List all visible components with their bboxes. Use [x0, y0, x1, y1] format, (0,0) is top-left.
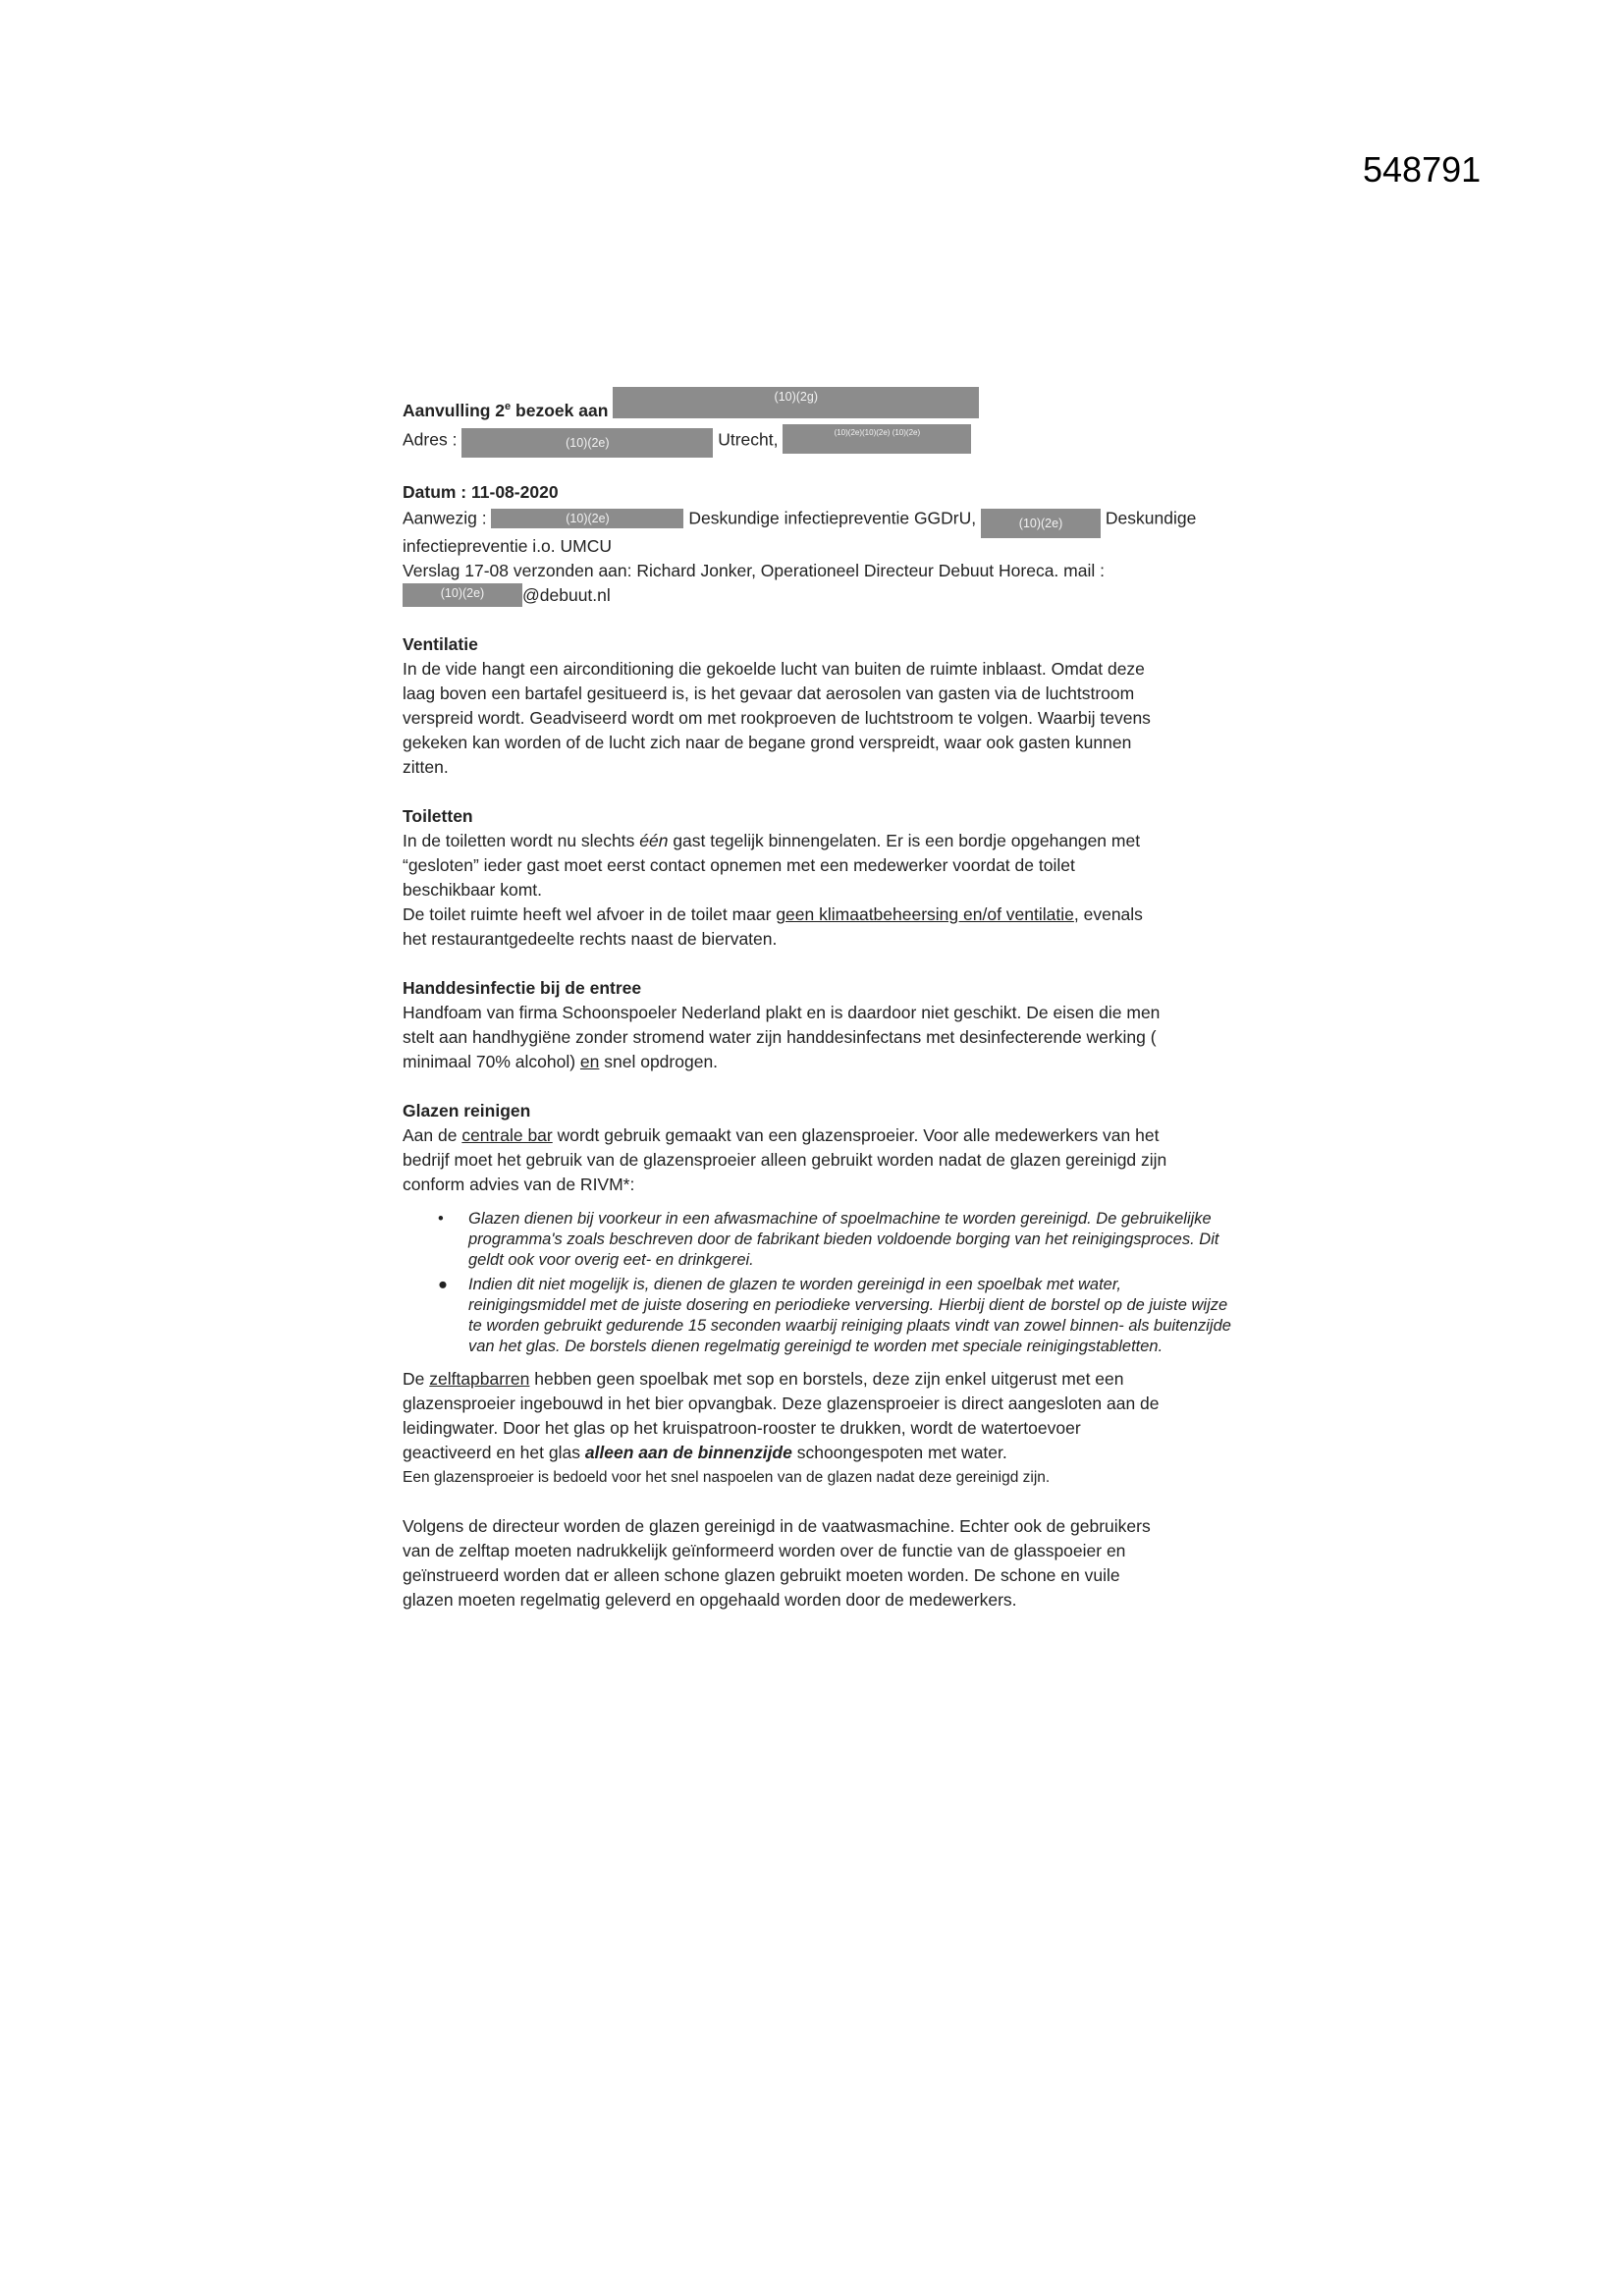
paragraph-line: gekeken kan worden of de lucht zich naar de begane grond verspreidt, waar ook gasten kunnen: [403, 733, 1132, 753]
section-heading-ventilatie: Ventilatie: [403, 634, 478, 655]
redacted-address: (10)(2e): [461, 428, 713, 458]
paragraph-line: Aan de centrale bar wordt gebruik gemaakt van een glazensproeier. Voor alle medewerkers van het: [403, 1125, 1160, 1146]
paragraph-line: beschikbaar komt.: [403, 880, 543, 901]
rivm-advice-list: [403, 1209, 1237, 1357]
paragraph-line: geïnstrueerd worden dat er alleen schone glazen gebruikt moeten worden. De schone en vuile: [403, 1565, 1120, 1586]
report-body: [403, 390, 1237, 1613]
report-title: Aanvulling 2e bezoek aan (10)(2g): [403, 395, 1237, 426]
paragraph-line: conform advies van de RIVM*:: [403, 1175, 635, 1195]
paragraph-line: zitten.: [403, 757, 449, 778]
address-line: Adres : (10)(2e) Utrecht, (10)(2e)(10)(2e) (10)(2e): [403, 426, 1237, 456]
list-item: ● Indien dit niet mogelijk is, dienen de glazen te worden gereinigd in een spoelbak met water, reinigingsmiddel met de juiste dosering en periodieke verversing. Hierbij dient de borstel op de juiste wijze te worden gebruikt gedurende 15 seconden waarbij reiniging plaats vindt van zowel binnen- als buitenzijde van het glas. De borstels dienen regelmatig gereinigd te worden met speciale reinigingstabletten.: [438, 1276, 1231, 1356]
paragraph-line: Een glazensproeier is bedoeld voor het snel naspoelen van de glazen nadat deze gereinigd zijn.: [403, 1469, 1051, 1487]
city: Utrecht,: [718, 429, 779, 450]
report-date: Datum : 11-08-2020: [403, 482, 559, 502]
paragraph-line: Volgens de directeur worden de glazen gereinigd in de vaatwasmachine. Echter ook de gebruikers: [403, 1516, 1151, 1537]
paragraph-line: stelt aan handhygiëne zonder stromend water zijn handdesinfectans met desinfecterende werking (: [403, 1027, 1157, 1048]
report-sent-line: Verslag 17-08 verzonden aan: Richard Jonker, Operationeel Directeur Debuut Horeca. mail :: [403, 561, 1105, 580]
present-line: Aanwezig : (10)(2e) Deskundige infectiepreventie GGDrU, (10)(2e) Deskundige: [403, 505, 1237, 534]
paragraph-line: laag boven een bartafel gesitueerd is, is het gevaar dat aerosolen van gasten via de luchtstroom: [403, 683, 1135, 704]
mail-line: (10)(2e) @debuut.nl: [403, 583, 1237, 608]
paragraph-line: De zelftapbarren hebben geen spoelbak met sop en borstels, deze zijn enkel uitgerust met een: [403, 1369, 1124, 1390]
paragraph-line: In de toiletten wordt nu slechts één gast tegelijk binnengelaten. Er is een bordje opgehangen met: [403, 831, 1141, 851]
paragraph-line: bedrijf moet het gebruik van de glazensproeier alleen gebruikt worden nadat de glazen gereinigd zijn: [403, 1150, 1167, 1171]
bullet-icon: ●: [438, 1276, 448, 1294]
paragraph-line: In de vide hangt een airconditioning die gekoelde lucht van buiten de ruimte inblaast. Omdat deze: [403, 659, 1145, 680]
paragraph-line: leidingwater. Door het glas op het kruispatroon-rooster te drukken, wordt de watertoevoer: [403, 1418, 1081, 1439]
section-heading-handdesinfectie: Handdesinfectie bij de entree: [403, 978, 642, 999]
paragraph-line: Handfoam van firma Schoonspoeler Nederland plakt en is daardoor niet geschikt. De eisen die men: [403, 1003, 1161, 1023]
paragraph-line: minimaal 70% alcohol) en snel opdrogen.: [403, 1052, 719, 1072]
redacted-postcode: (10)(2e)(10)(2e) (10)(2e): [783, 424, 971, 454]
redacted-organisation: (10)(2g): [613, 387, 979, 418]
redacted-mail-user: (10)(2e): [403, 583, 522, 607]
paragraph-line: “gesloten” ieder gast moet eerst contact opnemen met een medewerker voordat de toilet: [403, 855, 1075, 876]
paragraph-line: van de zelftap moeten nadrukkelijk geïnformeerd worden over de functie van de glasspoeier en: [403, 1541, 1126, 1561]
paragraph-line: geactiveerd en het glas alleen aan de binnenzijde schoongespoten met water.: [403, 1443, 1007, 1463]
redacted-person-2: (10)(2e): [981, 509, 1101, 538]
paragraph-line: De toilet ruimte heeft wel afvoer in de toilet maar geen klimaatbeheersing en/of ventilatie, evenals: [403, 904, 1143, 925]
paragraph-line: glazen moeten regelmatig geleverd en opgehaald worden door de medewerkers.: [403, 1590, 1017, 1611]
list-item: • Glazen dienen bij voorkeur in een afwasmachine of spoelmachine te worden gereinigd. De gebruikelijke programma's zoals beschreven door de fabrikant bieden voldoende borging van het reinigingsproces. Dit geldt ook voor overig eet- en drinkgerei.: [438, 1210, 1219, 1270]
paragraph-line: glazensproeier ingebouwd in het bier opvangbak. Deze glazensproeier is direct aangesloten aan de: [403, 1394, 1160, 1414]
section-heading-toiletten: Toiletten: [403, 806, 473, 827]
section-heading-glazen: Glazen reinigen: [403, 1101, 531, 1121]
redacted-person-1: (10)(2e): [491, 509, 683, 528]
bullet-icon: •: [438, 1210, 444, 1229]
document-number: 548791: [1363, 149, 1482, 190]
paragraph-line: verspreid wordt. Geadviseerd wordt om met rookproeven de luchtstroom te volgen. Waarbij tevens: [403, 708, 1151, 729]
paragraph-line: het restaurantgedeelte rechts naast de biervaten.: [403, 929, 778, 950]
present-line-cont: infectiepreventie i.o. UMCU: [403, 536, 612, 556]
